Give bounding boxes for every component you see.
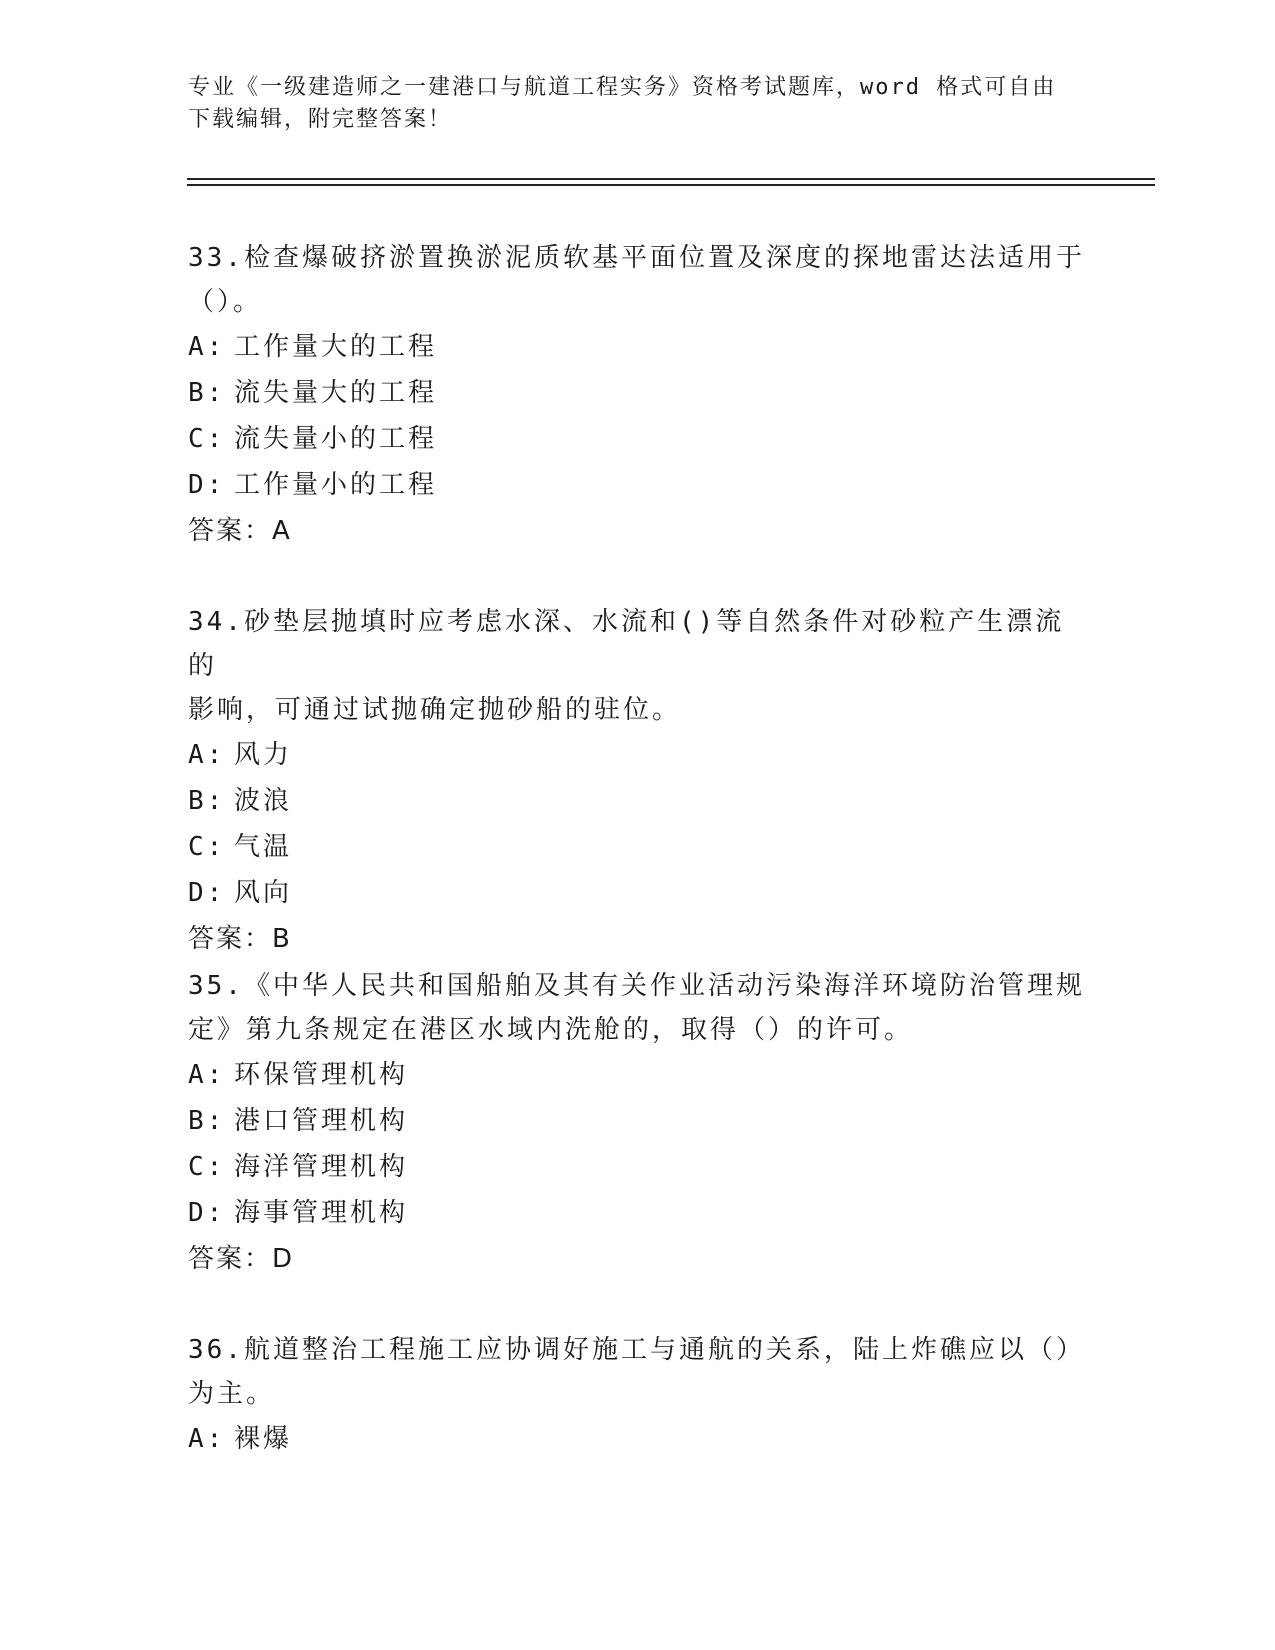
option-d [188, 462, 1088, 508]
question-stem [188, 1328, 1088, 1416]
header-line-1: 专业《一级建造师之一建港口与航道工程实务》资格考试题库，word 格式可自由 [188, 75, 1057, 100]
option-a [188, 324, 1088, 370]
option-key: D: [188, 878, 226, 908]
answer-line: 答案：D [188, 1244, 295, 1274]
question-36 [188, 1328, 1088, 1462]
option-c [188, 1144, 1088, 1190]
question-stem [188, 964, 1088, 1052]
option-c [188, 416, 1088, 462]
option-text: 港口管理机构 [234, 1106, 409, 1136]
option-key: D: [188, 1198, 226, 1228]
stem-line: （）。 [188, 287, 263, 317]
option-key: A: [188, 332, 226, 362]
option-key: C: [188, 424, 226, 454]
stem-line: 34.砂垫层抛填时应考虑水深、水流和()等自然条件对砂粒产生漂流的 [188, 607, 1065, 681]
option-key: A: [188, 1060, 226, 1090]
option-text: 环保管理机构 [234, 1060, 409, 1090]
stem-line: 为主。 [188, 1379, 276, 1409]
option-key: B: [188, 1106, 226, 1136]
header-divider-bottom [187, 184, 1155, 186]
option-text: 工作量大的工程 [234, 332, 438, 362]
option-a [188, 1052, 1088, 1098]
option-key: C: [188, 832, 226, 862]
option-b [188, 1098, 1088, 1144]
stem-line: 影响，可通过试抛确定抛砂船的驻位。 [188, 695, 682, 725]
option-text: 流失量大的工程 [234, 378, 438, 408]
answer-line: 答案：A [188, 516, 292, 546]
option-text: 波浪 [234, 786, 293, 816]
stem-line: 定》第九条规定在港区水域内洗舱的，取得（）的许可。 [188, 1015, 914, 1045]
option-c [188, 824, 1088, 870]
option-text: 流失量小的工程 [234, 424, 438, 454]
option-text: 工作量小的工程 [234, 470, 438, 500]
header-divider-top [187, 178, 1155, 180]
question-33 [188, 236, 1088, 554]
answer-line: 答案：B [188, 924, 292, 954]
option-key: B: [188, 378, 226, 408]
option-b [188, 778, 1088, 824]
stem-line: 33.检查爆破挤淤置换淤泥质软基平面位置及深度的探地雷达法适用于 [188, 243, 1085, 273]
option-text: 海事管理机构 [234, 1198, 409, 1228]
option-text: 气温 [234, 832, 293, 862]
question-34 [188, 600, 1088, 962]
option-text: 风向 [234, 878, 293, 908]
option-key: D: [188, 470, 226, 500]
option-text: 海洋管理机构 [234, 1152, 409, 1182]
document-header [188, 72, 1088, 136]
question-35 [188, 964, 1088, 1282]
option-a [188, 1416, 1088, 1462]
header-line-2: 下载编辑，附完整答案！ [188, 107, 453, 132]
option-a [188, 732, 1088, 778]
stem-line: 36.航道整治工程施工应协调好施工与通航的关系，陆上炸礁应以（） [188, 1335, 1085, 1365]
option-d [188, 870, 1088, 916]
question-stem [188, 600, 1088, 732]
option-key: A: [188, 1424, 226, 1454]
option-key: C: [188, 1152, 226, 1182]
option-key: A: [188, 740, 226, 770]
option-key: B: [188, 786, 226, 816]
option-text: 风力 [234, 740, 293, 770]
option-d [188, 1190, 1088, 1236]
stem-line: 35.《中华人民共和国船舶及其有关作业活动污染海洋环境防治管理规 [188, 971, 1085, 1001]
question-stem [188, 236, 1088, 324]
option-b [188, 370, 1088, 416]
option-text: 裸爆 [234, 1424, 293, 1454]
